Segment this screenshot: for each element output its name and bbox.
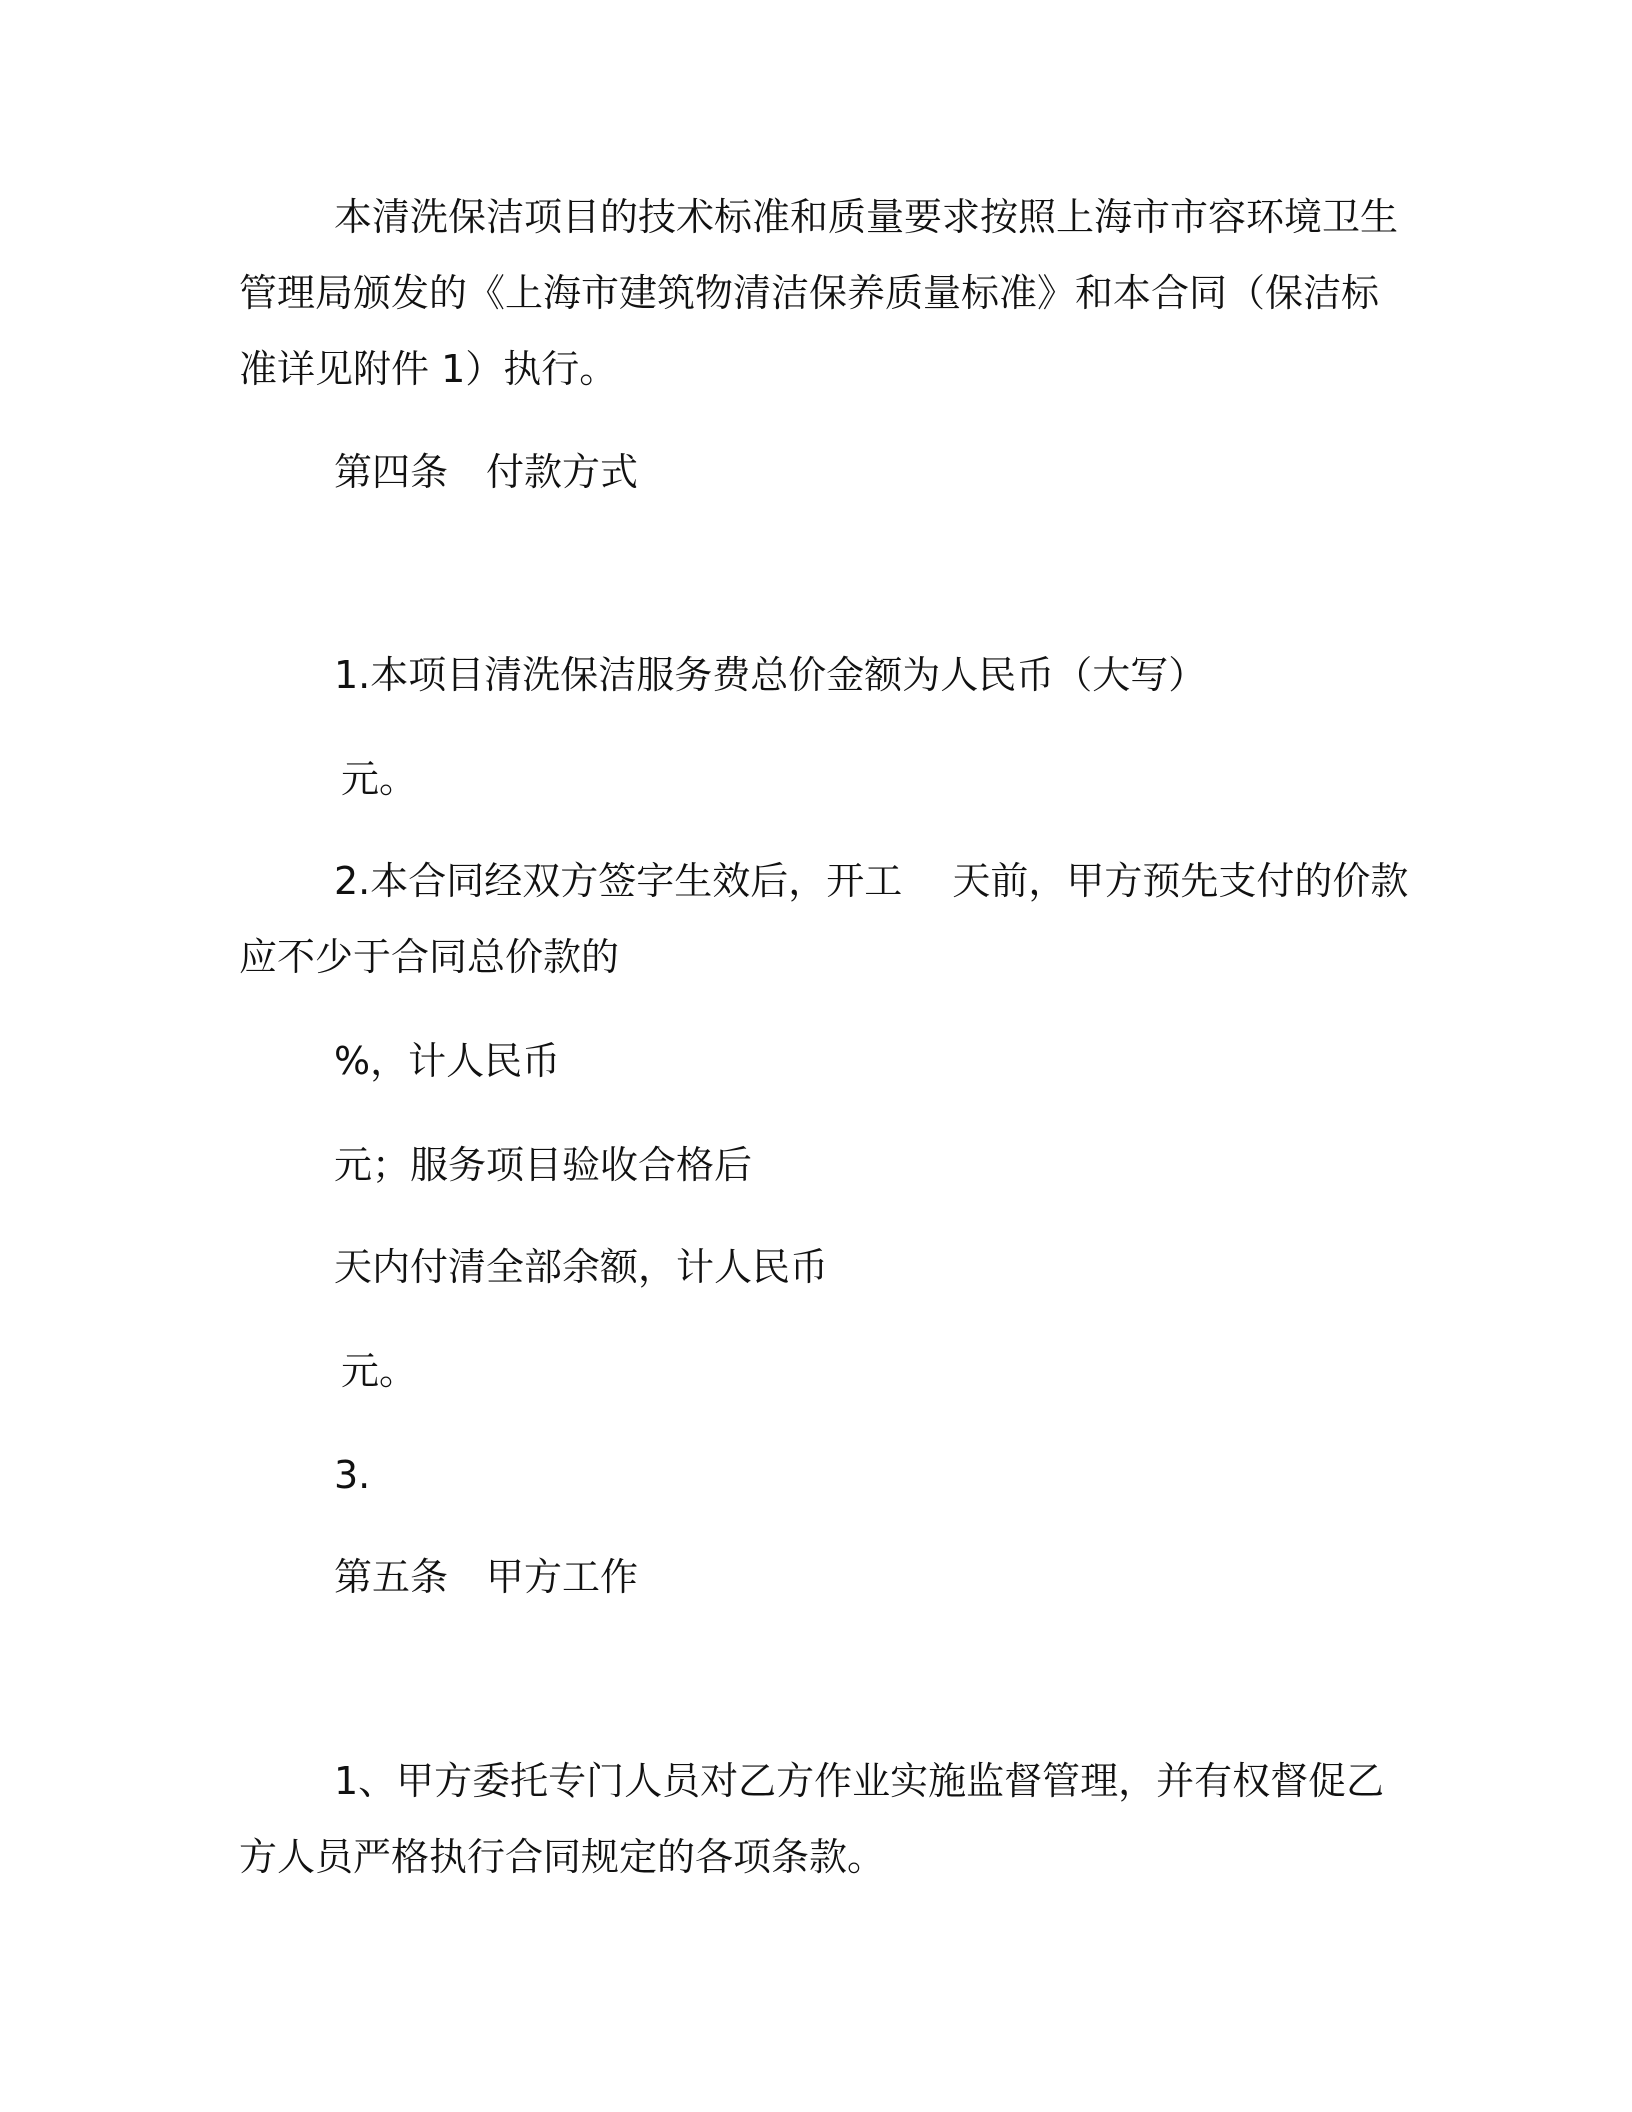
payment-item-2-balance: 天内付清全部余额，计人民币 <box>334 1245 829 1289</box>
article-5-heading: 第五条 甲方工作 <box>334 1555 639 1599</box>
payment-item-2-line-1: 2.本合同经双方签字生效后，开工 天前，甲方预先支付的价款 <box>334 859 1409 903</box>
paragraph-technical-standard-line-1: 本清洗保洁项目的技术标准和质量要求按照上海市市容环境卫生 <box>334 195 1399 239</box>
payment-item-2-acceptance: 元；服务项目验收合格后 <box>334 1143 753 1187</box>
payment-item-2-percent: %，计人民币 <box>334 1039 561 1083</box>
paragraph-technical-standard-line-2: 管理局颁发的《上海市建筑物清洁保养质量标准》和本合同（保洁标 <box>239 271 1380 315</box>
party-a-duty-1-line-2: 方人员严格执行合同规定的各项条款。 <box>239 1835 886 1879</box>
payment-item-2-line-2: 应不少于合同总价款的 <box>239 935 620 979</box>
party-a-duty-1-line-1: 1、甲方委托专门人员对乙方作业实施监督管理，并有权督促乙 <box>334 1759 1385 1803</box>
paragraph-technical-standard-line-3: 准详见附件 1）执行。 <box>239 347 618 391</box>
article-4-heading: 第四条 付款方式 <box>334 450 639 494</box>
payment-item-2-yuan: 元。 <box>341 1349 418 1393</box>
payment-item-1: 1.本项目清洗保洁服务费总价金额为人民币（大写） <box>334 653 1207 697</box>
payment-item-1-yuan: 元。 <box>341 757 418 801</box>
payment-item-3: 3. <box>334 1453 371 1497</box>
